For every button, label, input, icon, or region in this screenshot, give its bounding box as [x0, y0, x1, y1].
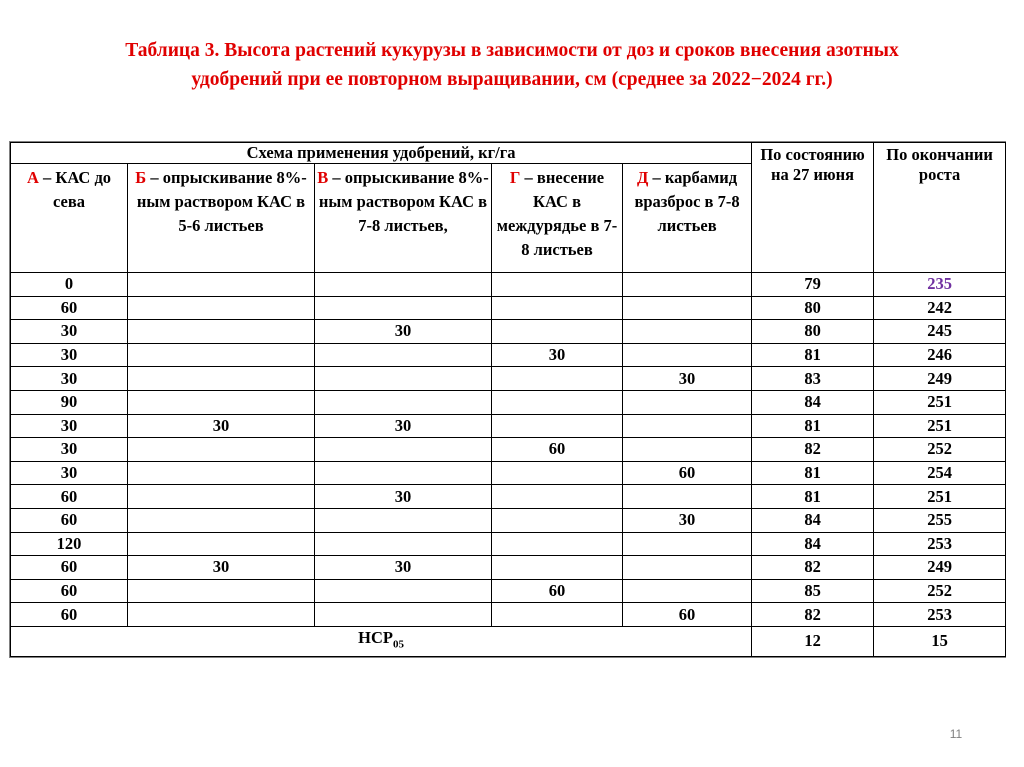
- table-cell: 254: [874, 461, 1006, 485]
- ncp-end: 15: [874, 626, 1006, 656]
- table-cell: 246: [874, 343, 1006, 367]
- table-cell: 83: [752, 367, 874, 391]
- table-row: [11, 296, 1006, 320]
- col-letter: В: [317, 168, 329, 187]
- table-cell: 30: [623, 508, 752, 532]
- table-cell: [315, 508, 492, 532]
- ncp-label: [11, 626, 752, 656]
- table-cell: 30: [11, 414, 128, 438]
- table-cell: 242: [874, 296, 1006, 320]
- col-description: – КАС до сева: [38, 168, 112, 211]
- table-cell: 82: [752, 556, 874, 580]
- table-cell: 253: [874, 532, 1006, 556]
- col-header-d: [623, 164, 752, 273]
- table-cell: [315, 603, 492, 627]
- table-cell: 30: [315, 320, 492, 344]
- col-letter: Б: [135, 168, 147, 187]
- table-cell: 80: [752, 320, 874, 344]
- col-letter: А: [26, 168, 39, 187]
- table-cell: 251: [874, 390, 1006, 414]
- table-cell: 81: [752, 343, 874, 367]
- table-cell: [315, 296, 492, 320]
- col-description: – внесение КАС в междурядье в 7-8 листьев: [496, 168, 618, 259]
- col-description: – опрыскивание 8%-ным раствором КАС в 7-8 листьев,: [318, 168, 489, 235]
- table-cell: 245: [874, 320, 1006, 344]
- table-cell: 30: [11, 320, 128, 344]
- table-cell: 60: [11, 508, 128, 532]
- table-cell: [315, 438, 492, 462]
- table-cell: [492, 485, 623, 509]
- table-row: [11, 556, 1006, 580]
- table-cell: [492, 414, 623, 438]
- table-cell: [492, 556, 623, 580]
- col-letter: Г: [509, 168, 521, 187]
- table-cell: [315, 273, 492, 297]
- table-cell: 255: [874, 508, 1006, 532]
- table-cell: 251: [874, 485, 1006, 509]
- table-cell: [128, 485, 315, 509]
- table-cell: 82: [752, 603, 874, 627]
- table-cell: [128, 461, 315, 485]
- table-cell: [128, 532, 315, 556]
- table-cell: [492, 273, 623, 297]
- table-cell: [128, 508, 315, 532]
- table-cell: [623, 579, 752, 603]
- table-cell: 60: [11, 603, 128, 627]
- table-row: [11, 273, 1006, 297]
- table-cell: [128, 320, 315, 344]
- table-cell: [128, 603, 315, 627]
- table-cell: [623, 438, 752, 462]
- table-cell: [623, 320, 752, 344]
- table-cell: [623, 532, 752, 556]
- table-cell: [315, 343, 492, 367]
- table-cell: 81: [752, 461, 874, 485]
- table-cell: 235: [874, 273, 1006, 297]
- col-header-b: [128, 164, 315, 273]
- table-cell: 252: [874, 579, 1006, 603]
- table-cell: [315, 461, 492, 485]
- table-cell: [315, 579, 492, 603]
- table-cell: 85: [752, 579, 874, 603]
- table-cell: [623, 485, 752, 509]
- table-row: [11, 461, 1006, 485]
- table-row: [11, 320, 1006, 344]
- table-cell: 60: [623, 603, 752, 627]
- table-cell: 30: [11, 438, 128, 462]
- table-cell: [623, 390, 752, 414]
- table-cell: 79: [752, 273, 874, 297]
- table-row: [11, 532, 1006, 556]
- table-cell: 120: [11, 532, 128, 556]
- ncp-row: [11, 626, 1006, 656]
- table-cell: 251: [874, 414, 1006, 438]
- table-cell: 0: [11, 273, 128, 297]
- table-cell: 60: [11, 296, 128, 320]
- col-header-g: [492, 164, 623, 273]
- table-cell: 81: [752, 414, 874, 438]
- table-cell: 90: [11, 390, 128, 414]
- table-cell: 82: [752, 438, 874, 462]
- table-cell: 30: [128, 414, 315, 438]
- col-description: – опрыскивание 8%-ным раствором КАС в 5-6 листьев: [136, 168, 307, 235]
- table-cell: [128, 390, 315, 414]
- table-cell: [128, 273, 315, 297]
- table-row: [11, 367, 1006, 391]
- table-cell: 60: [492, 438, 623, 462]
- table-cell: 249: [874, 556, 1006, 580]
- table-cell: 249: [874, 367, 1006, 391]
- table-cell: [492, 461, 623, 485]
- table-cell: [623, 296, 752, 320]
- table-cell: 30: [315, 485, 492, 509]
- table-cell: [492, 532, 623, 556]
- table-cell: [623, 343, 752, 367]
- table-cell: [492, 296, 623, 320]
- table-cell: [492, 390, 623, 414]
- table-cell: [623, 556, 752, 580]
- table-cell: 30: [11, 343, 128, 367]
- table-row: [11, 390, 1006, 414]
- table-row: [11, 343, 1006, 367]
- table-cell: [623, 273, 752, 297]
- slide-title: [40, 36, 984, 94]
- table-cell: [315, 390, 492, 414]
- table-cell: [128, 296, 315, 320]
- table-cell: 30: [623, 367, 752, 391]
- table-cell: 253: [874, 603, 1006, 627]
- table-cell: 60: [623, 461, 752, 485]
- table-row: [11, 414, 1006, 438]
- col-header-end: По окончании роста: [874, 143, 1006, 273]
- height-table: [10, 142, 1006, 657]
- table-cell: [128, 579, 315, 603]
- table-cell: [128, 367, 315, 391]
- table-cell: 30: [11, 461, 128, 485]
- table-cell: [492, 603, 623, 627]
- table-cell: 252: [874, 438, 1006, 462]
- table-cell: 60: [11, 556, 128, 580]
- table-frame: [9, 141, 1006, 658]
- table-cell: 60: [11, 485, 128, 509]
- table-row: [11, 603, 1006, 627]
- table-cell: [315, 532, 492, 556]
- col-header-v: [315, 164, 492, 273]
- table-cell: 30: [492, 343, 623, 367]
- table-cell: 30: [128, 556, 315, 580]
- table-cell: 84: [752, 532, 874, 556]
- table-cell: [492, 367, 623, 391]
- title-line-2: удобрений при ее повторном выращивании, см (среднее за 2022−2024 гг.): [191, 69, 833, 90]
- table-cell: [315, 367, 492, 391]
- col-letter: Д: [636, 168, 649, 187]
- table-cell: 60: [492, 579, 623, 603]
- table-cell: 84: [752, 390, 874, 414]
- table-cell: 81: [752, 485, 874, 509]
- table-row: [11, 438, 1006, 462]
- col-header-june: По состоянию на 27 июня: [752, 143, 874, 273]
- ncp-june: 12: [752, 626, 874, 656]
- table-cell: 60: [11, 579, 128, 603]
- table-cell: [128, 343, 315, 367]
- table-row: [11, 485, 1006, 509]
- title-line-1: Таблица 3. Высота растений кукурузы в зависимости от доз и сроков внесения азотных: [125, 40, 899, 61]
- table-cell: [623, 414, 752, 438]
- table-cell: 30: [11, 367, 128, 391]
- ncp-label-text: НСР: [358, 628, 393, 648]
- table-cell: 84: [752, 508, 874, 532]
- table-row: [11, 579, 1006, 603]
- table-cell: [492, 508, 623, 532]
- table-cell: [492, 320, 623, 344]
- table-cell: 80: [752, 296, 874, 320]
- col-header-a: [11, 164, 128, 273]
- table-cell: 30: [315, 556, 492, 580]
- table-cell: [128, 438, 315, 462]
- page-number: 11: [949, 727, 963, 741]
- table-row: [11, 508, 1006, 532]
- ncp-subscript: 05: [392, 638, 404, 651]
- scheme-group-header: Схема применения удобрений, кг/га: [11, 143, 752, 164]
- table-cell: 30: [315, 414, 492, 438]
- col-description: – карбамид вразброс в 7-8 листьев: [634, 168, 740, 235]
